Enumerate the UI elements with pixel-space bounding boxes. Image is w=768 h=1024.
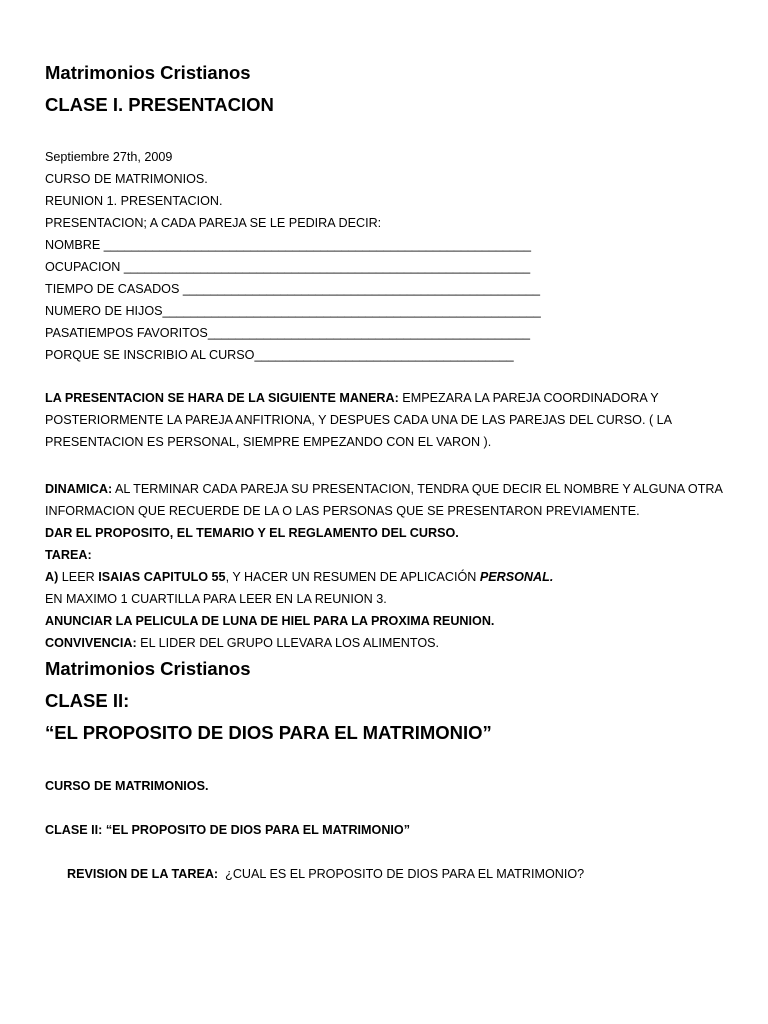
- class-title: CLASE I. PRESENTACION: [45, 94, 274, 115]
- section2-title: Matrimonios Cristianos: [45, 658, 251, 679]
- dinamica-section: [45, 478, 728, 654]
- tarea-a-label: A): [45, 570, 59, 584]
- tarea-heading: [45, 544, 728, 566]
- section2-subtitle: “EL PROPOSITO DE DIOS PARA EL MATRIMONIO”: [45, 722, 492, 743]
- intro-section: [45, 146, 748, 366]
- field-ocupacion: OCUPACION __________________________________________________________: [45, 260, 531, 274]
- anunciar-line: [45, 610, 728, 632]
- presentacion-text: EMPEZARA LA PAREJA COORDINADORA Y POSTERIORMENTE LA PAREJA ANFITRIONA, Y DESPUES CADA UNA DE LAS PAREJAS DEL CURSO. ( LA PRESENTACION ES PERSONAL, SIEMPRE EMPEZANDO CON EL VARON ).: [45, 391, 672, 449]
- revision-text: ¿CUAL ES EL PROPOSITO DE DIOS PARA EL MATRIMONIO?: [225, 867, 585, 881]
- section2-body: [45, 775, 748, 797]
- dar-proposito-text: DAR EL PROPOSITO, EL TEMARIO Y EL REGLAMENTO DEL CURSO.: [45, 526, 459, 540]
- doc-title: Matrimonios Cristianos: [45, 62, 251, 83]
- tarea-a-bold-italic: PERSONAL.: [479, 570, 554, 584]
- tarea-label: TAREA:: [45, 548, 92, 562]
- convivencia-label: CONVIVENCIA:: [45, 636, 137, 650]
- section2-clase-text: CLASE II: “EL PROPOSITO DE DIOS PARA EL MATRIMONIO”: [45, 823, 411, 837]
- tarea-b-line: EN MAXIMO 1 CUARTILLA PARA LEER EN LA REUNION 3.: [45, 592, 387, 606]
- dar-proposito-line: [45, 522, 728, 544]
- section2: [45, 656, 748, 746]
- field-porque-inscribio: PORQUE SE INSCRIBIO AL CURSO_____________________________________: [45, 348, 514, 362]
- date-line: Septiembre 27th, 2009: [45, 150, 173, 164]
- header: [45, 60, 748, 118]
- anunciar-text: ANUNCIAR LA PELICULA DE LUNA DE HIEL PARA LA PROXIMA REUNION.: [45, 614, 495, 628]
- presentation-instruction: PRESENTACION; A CADA PAREJA SE LE PEDIRA DECIR:: [45, 216, 382, 230]
- convivencia-line: [45, 632, 728, 654]
- dinamica-text: AL TERMINAR CADA PAREJA SU PRESENTACION, TENDRA QUE DECIR EL NOMBRE Y ALGUNA OTRA INFORMACION QUE RECUERDE DE LA O LAS PERSONAS QUE SE PRESENTARON PREVIAMENTE.: [45, 482, 723, 518]
- section2-curso-text: CURSO DE MATRIMONIOS.: [45, 779, 209, 793]
- tarea-a-text1: LEER: [58, 570, 99, 584]
- tarea-a-text2: , Y HACER UN RESUMEN DE APLICACIÓN: [225, 570, 480, 584]
- section2-curso: [45, 775, 748, 797]
- convivencia-text: EL LIDER DEL GRUPO LLEVARA LOS ALIMENTOS.: [136, 636, 440, 650]
- field-numero-hijos: NUMERO DE HIJOS______________________________________________________: [45, 304, 541, 318]
- dinamica-label: DINAMICA:: [45, 482, 113, 496]
- presentacion-section: [45, 387, 698, 453]
- field-tiempo-casados: TIEMPO DE CASADOS ___________________________________________________: [45, 282, 541, 296]
- presentacion-label: LA PRESENTACION SE HARA DE LA SIGUIENTE MANERA:: [45, 391, 399, 405]
- course-line: CURSO DE MATRIMONIOS.: [45, 172, 208, 186]
- dinamica-paragraph: [45, 478, 728, 522]
- revision-label: REVISION DE LA TAREA:: [67, 867, 219, 881]
- section2-class: CLASE II:: [45, 690, 130, 711]
- revision-block: [45, 863, 748, 885]
- field-nombre: NOMBRE _____________________________________________________________: [45, 238, 532, 252]
- presentacion-paragraph: [45, 387, 698, 453]
- tarea-a-bold: ISAIAS CAPITULO 55: [98, 570, 226, 584]
- revision-line: [67, 863, 748, 885]
- section2-clase: [45, 819, 748, 841]
- meeting-line: REUNION 1. PRESENTACION.: [45, 194, 223, 208]
- section2-clase-block: [45, 819, 748, 841]
- field-pasatiempos: PASATIEMPOS FAVORITOS______________________________________________: [45, 326, 531, 340]
- tarea-a-line: [45, 566, 728, 588]
